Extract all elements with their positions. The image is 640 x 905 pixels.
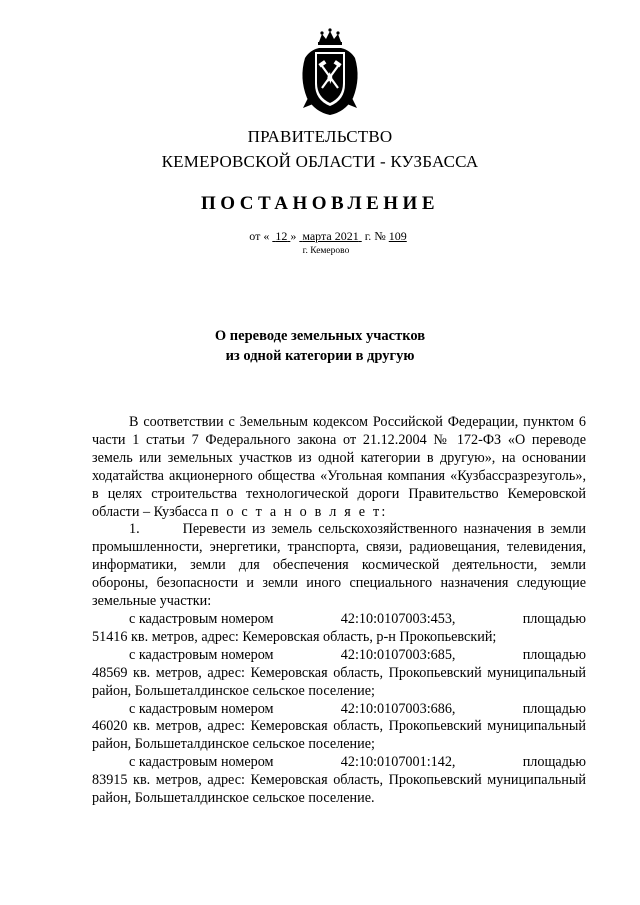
plot-4-cadastral: 42:10:0107001:142, xyxy=(340,754,456,771)
item-1-paragraph xyxy=(92,521,586,611)
intro-text: В соответствии с Земельным кодексом Российской Федерации, пунктом 6 части 1 статьи 7 Федерального закона от 21.12.2004 № 172-ФЗ «О переводе земель или земельных участков из одной категории в другую», на основании ходатайства акционерного общества «Угольная компания «Кузбассразрезуголь», в целях строительства технологической дороги Правительство Кемеровской области – Кузбасса xyxy=(92,414,586,520)
coat-of-arms-emblem xyxy=(295,28,365,116)
plot-1 xyxy=(92,611,586,629)
plot-1-area-label: площадью xyxy=(522,610,586,627)
date-mid: » xyxy=(290,229,297,243)
date-day: 12 xyxy=(275,229,288,243)
plot-2-area-label: площадью xyxy=(522,646,586,663)
item-1-text: Перевести из земель сельскохозяйственного назначения в земли промышленности, энергетики, транспорта, связи, радиовещания, телевидения, информатики, земли для обеспечения космической деятельности, земли обороны, безопасности и земли иного специального назначения следующие земельные участки: xyxy=(92,521,586,610)
number-prefix: № xyxy=(374,229,386,243)
plot-1-cadastral: 42:10:0107003:453, xyxy=(340,610,456,627)
intro-paragraph xyxy=(92,414,586,521)
plot-3-header xyxy=(129,701,586,719)
government-name-line2: КЕМЕРОВСКОЙ ОБЛАСТИ - КУЗБАССА xyxy=(161,152,479,171)
document-number: 109 xyxy=(388,229,407,243)
plot-3-prefix: с кадастровым номером xyxy=(129,700,274,717)
plot-4-area-label: площадью xyxy=(522,754,586,771)
plot-4-prefix: с кадастровым номером xyxy=(129,754,274,771)
subject-line1: О переводе земельных участков xyxy=(214,328,426,344)
plot-1-header xyxy=(129,611,586,629)
government-name-line1: ПРАВИТЕЛЬСТВО xyxy=(247,127,393,146)
plot-4 xyxy=(92,754,586,772)
subject-heading xyxy=(0,326,640,366)
subject-line2: из одной категории в другую xyxy=(225,348,415,364)
plot-2-header xyxy=(129,647,586,665)
plot-3-cadastral: 42:10:0107003:686, xyxy=(340,700,456,717)
date-month-year: марта 2021 xyxy=(302,229,359,243)
plot-2-prefix: с кадастровым номером xyxy=(129,646,274,663)
plot-3 xyxy=(92,701,586,719)
plot-3-details: 46020 кв. метров, адрес: Кемеровская область, Прокопьевский муниципальный район, Большеталдинское сельское поселение; xyxy=(92,718,586,753)
date-number-line xyxy=(8,229,640,244)
date-prefix: от « xyxy=(249,229,270,243)
plot-4-header xyxy=(129,754,586,772)
plot-4-details: 83915 кв. метров, адрес: Кемеровская область, Прокопьевский муниципальный район, Большеталдинское сельское поселение. xyxy=(92,772,586,807)
plot-1-details: 51416 кв. метров, адрес: Кемеровская область, р-н Прокопьевский; xyxy=(92,628,497,645)
intro-resolves: п о с т а н о в л я е т: xyxy=(210,503,388,520)
plot-3-area-label: площадью xyxy=(522,700,586,717)
item-1-number: 1. xyxy=(129,521,140,538)
document-type-title: ПОСТАНОВЛЕНИЕ xyxy=(200,193,440,214)
plot-1-prefix: с кадастровым номером xyxy=(129,610,274,627)
plot-2 xyxy=(92,647,586,665)
plot-2-details: 48569 кв. метров, адрес: Кемеровская область, Прокопьевский муниципальный район, Большеталдинское сельское поселение; xyxy=(92,664,586,699)
plot-2-cadastral: 42:10:0107003:685, xyxy=(340,646,456,663)
date-suffix: г. xyxy=(364,229,372,243)
document-body xyxy=(92,414,586,808)
city-label: г. Кемерово xyxy=(302,246,350,256)
